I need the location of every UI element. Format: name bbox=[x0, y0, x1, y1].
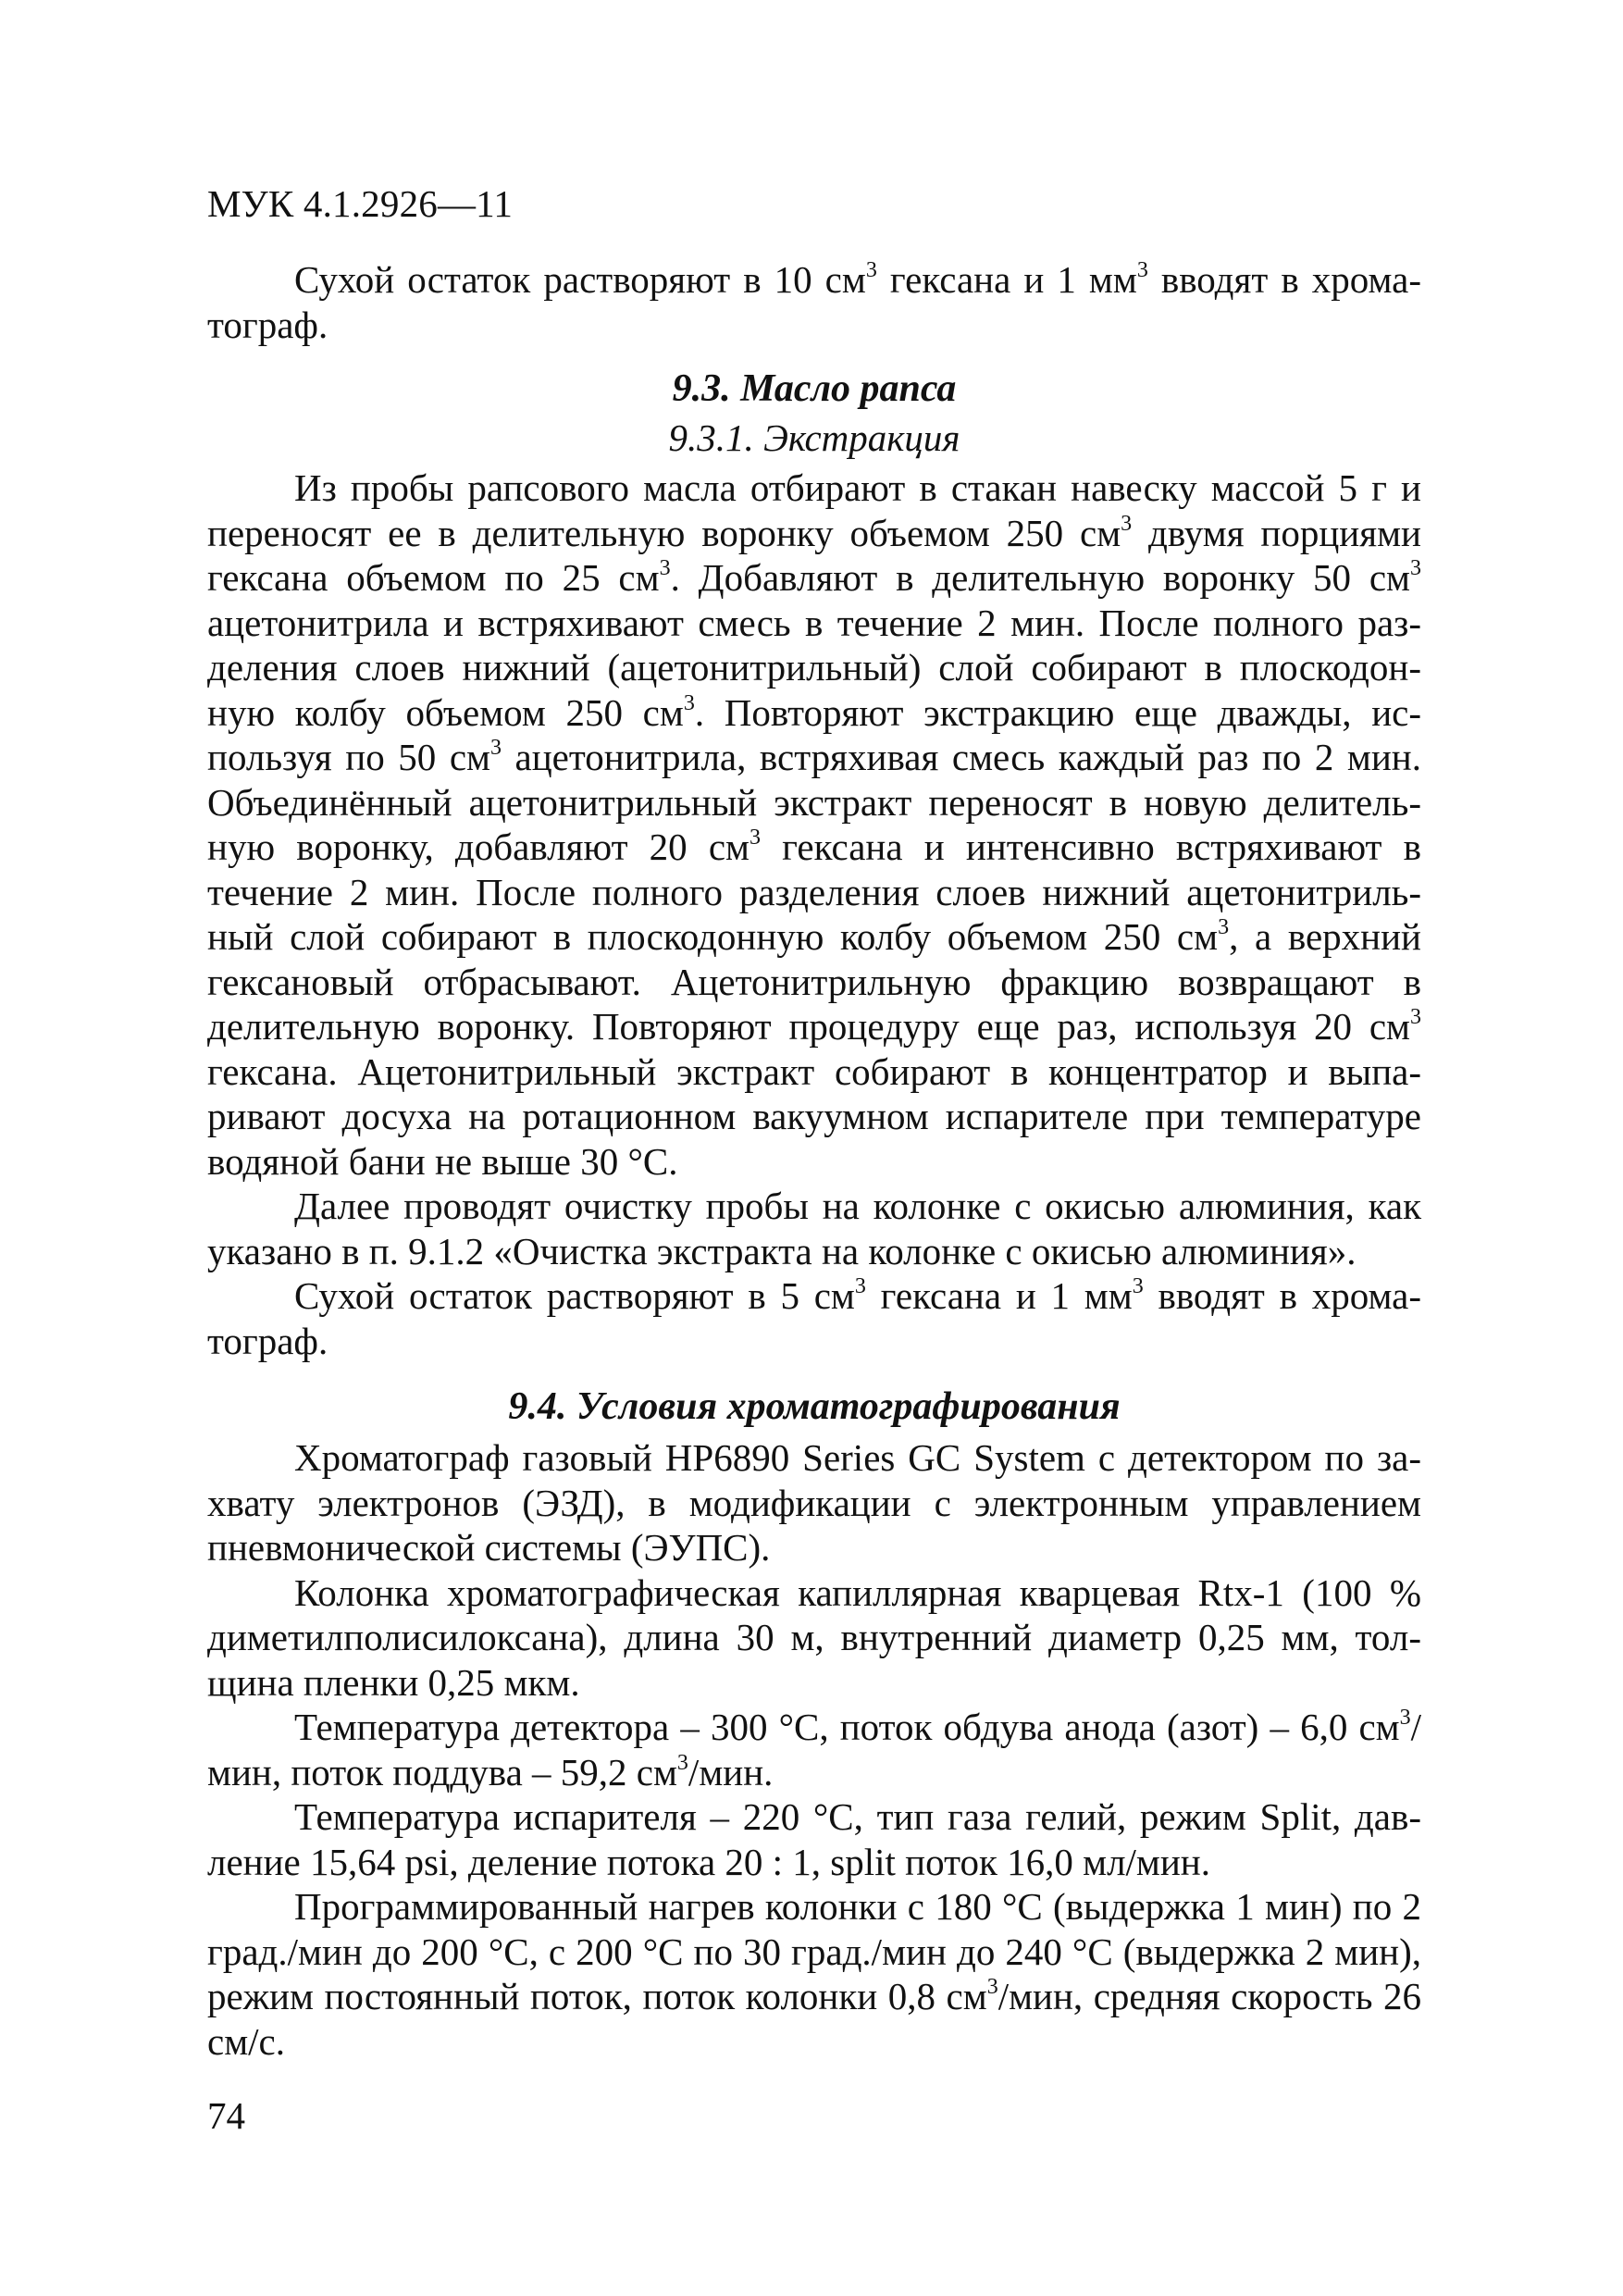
superscript: 3 bbox=[1121, 511, 1133, 536]
superscript: 3 bbox=[1399, 1706, 1411, 1730]
text-run: Из пробы рапсового масла отбирают в стакан навеску массой 5 г и переносят ее в делительную воронку объемом 250 см bbox=[207, 466, 1421, 554]
text-run: . Добавляют в делительную воронку 50 см bbox=[670, 556, 1410, 599]
section-title-9-4: 9.4. Условия хроматографирования bbox=[508, 1385, 1121, 1428]
superscript: 3 bbox=[1218, 915, 1230, 939]
text-run: гексана. Ацетонитрильный экстракт собирают в концентратор и выпа-ривают досуха на ротационном вакуумном испарителе при температуре водяной бани не выше 30 °С. bbox=[207, 1049, 1421, 1183]
text-run: /мин, поток поддува – 59,2 см bbox=[207, 1706, 1421, 1793]
page-content bbox=[207, 257, 1421, 2064]
superscript: 3 bbox=[489, 736, 502, 760]
superscript: 3 bbox=[676, 1750, 688, 1775]
text-run: Сухой остаток растворяют в 10 см bbox=[294, 258, 866, 301]
text-run: вводят в хрома-тограф. bbox=[207, 1274, 1421, 1362]
text-run: Сухой остаток растворяют в 5 см bbox=[294, 1274, 855, 1317]
paragraph-detector-temperature bbox=[207, 1705, 1421, 1794]
paragraph-dry-residue bbox=[207, 1273, 1421, 1363]
paragraph-cleanup: Далее проводят очистку пробы на колонке с окисью алюминия, как указано в п. 9.1.2 «Очистка экстракта на колонке с окисью алюминия». bbox=[207, 1185, 1421, 1272]
superscript: 3 bbox=[1410, 1005, 1421, 1029]
paragraph-evaporator-temperature: Температура испарителя – 220 °С, тип газа гелий, режим Split, дав-ление 15,64 psi, деление потока 20 : 1, split поток 16,0 мл/мин. bbox=[207, 1795, 1421, 1883]
text-run: гексана и 1 мм bbox=[865, 1274, 1133, 1317]
text-run: вводят в хрома-тограф. bbox=[207, 258, 1421, 346]
text-run: двумя порциями гексана объемом по 25 см bbox=[207, 511, 1421, 599]
text-run: , а верхний гексановый отбрасывают. Ацетонитрильную фракцию возвращают в делительную воронку. Повторяют процедуру еще раз, используя 20 см bbox=[207, 915, 1421, 1048]
text-run: /мин, средняя скорость 26 см/с. bbox=[207, 1975, 1421, 2063]
paragraph-chromatograph: Хроматограф газовый HP6890 Series GC System с детектором по за-хвату электронов (ЭЗД), в модификации с электронным управлением пневмонической системы (ЭУПС). bbox=[207, 1436, 1421, 1569]
text-run: гексана и 1 мм bbox=[876, 258, 1137, 301]
paragraph-extraction bbox=[207, 465, 1421, 1184]
subsection-title-9-3-1: 9.3.1. Экстракция bbox=[668, 416, 960, 459]
superscript: 3 bbox=[749, 825, 761, 850]
text-run: /мин. bbox=[688, 1750, 774, 1793]
superscript: 3 bbox=[854, 1274, 866, 1298]
text-run: . Повторяют экстракцию еще дважды, ис-пользуя по 50 см bbox=[207, 690, 1421, 778]
paragraph-column: Колонка хроматографическая капиллярная кварцевая Rtx-1 (100 % диметилполисилоксана), длина 30 м, внутренний диаметр 0,25 мм, тол-щина пленки 0,25 мкм. bbox=[207, 1570, 1421, 1704]
paragraph-heating-program bbox=[207, 1884, 1421, 2064]
superscript: 3 bbox=[986, 1975, 998, 1999]
superscript: 3 bbox=[1132, 1274, 1144, 1298]
page-number: 74 bbox=[207, 2094, 245, 2137]
superscript: 3 bbox=[659, 556, 671, 580]
superscript: 3 bbox=[1136, 258, 1148, 282]
text-run: ацетонитрила, встряхивая смесь каждый раз по 2 мин. Объединённый ацетонитрильный экстракт переносят в новую делитель-ную воронку, добавляют 20 см bbox=[207, 736, 1421, 868]
superscript: 3 bbox=[1410, 556, 1421, 580]
page-header-doc-code: МУК 4.1.2926—11 bbox=[207, 182, 514, 225]
text-run: Температура детектора – 300 °С, поток обдува анода (азот) – 6,0 см bbox=[294, 1706, 1400, 1748]
superscript: 3 bbox=[865, 258, 877, 282]
text-run: гексана и интенсивно встряхивают в течение 2 мин. После полного разделения слоев нижний ацетонитриль-ный слой собирают в плоскодонную колбу объемом 250 см bbox=[207, 825, 1421, 958]
text-run: ацетонитрила и встряхивают смесь в течение 2 мин. После полного раз-деления слоев нижний (ацетонитрильный) слой собирают в плоскодон-ную колбу объемом 250 см bbox=[207, 601, 1421, 734]
intro-paragraph bbox=[207, 257, 1421, 347]
text-run: Программированный нагрев колонки с 180 °С (выдержка 1 мин) по 2 град./мин до 200 °С, с 200 °С по 30 град./мин до 240 °С (выдержка 2 мин), режим постоянный поток, поток колонки 0,8 см bbox=[207, 1885, 1421, 2017]
superscript: 3 bbox=[683, 690, 695, 715]
section-title-9-3: 9.3. Масло рапса bbox=[672, 367, 957, 410]
